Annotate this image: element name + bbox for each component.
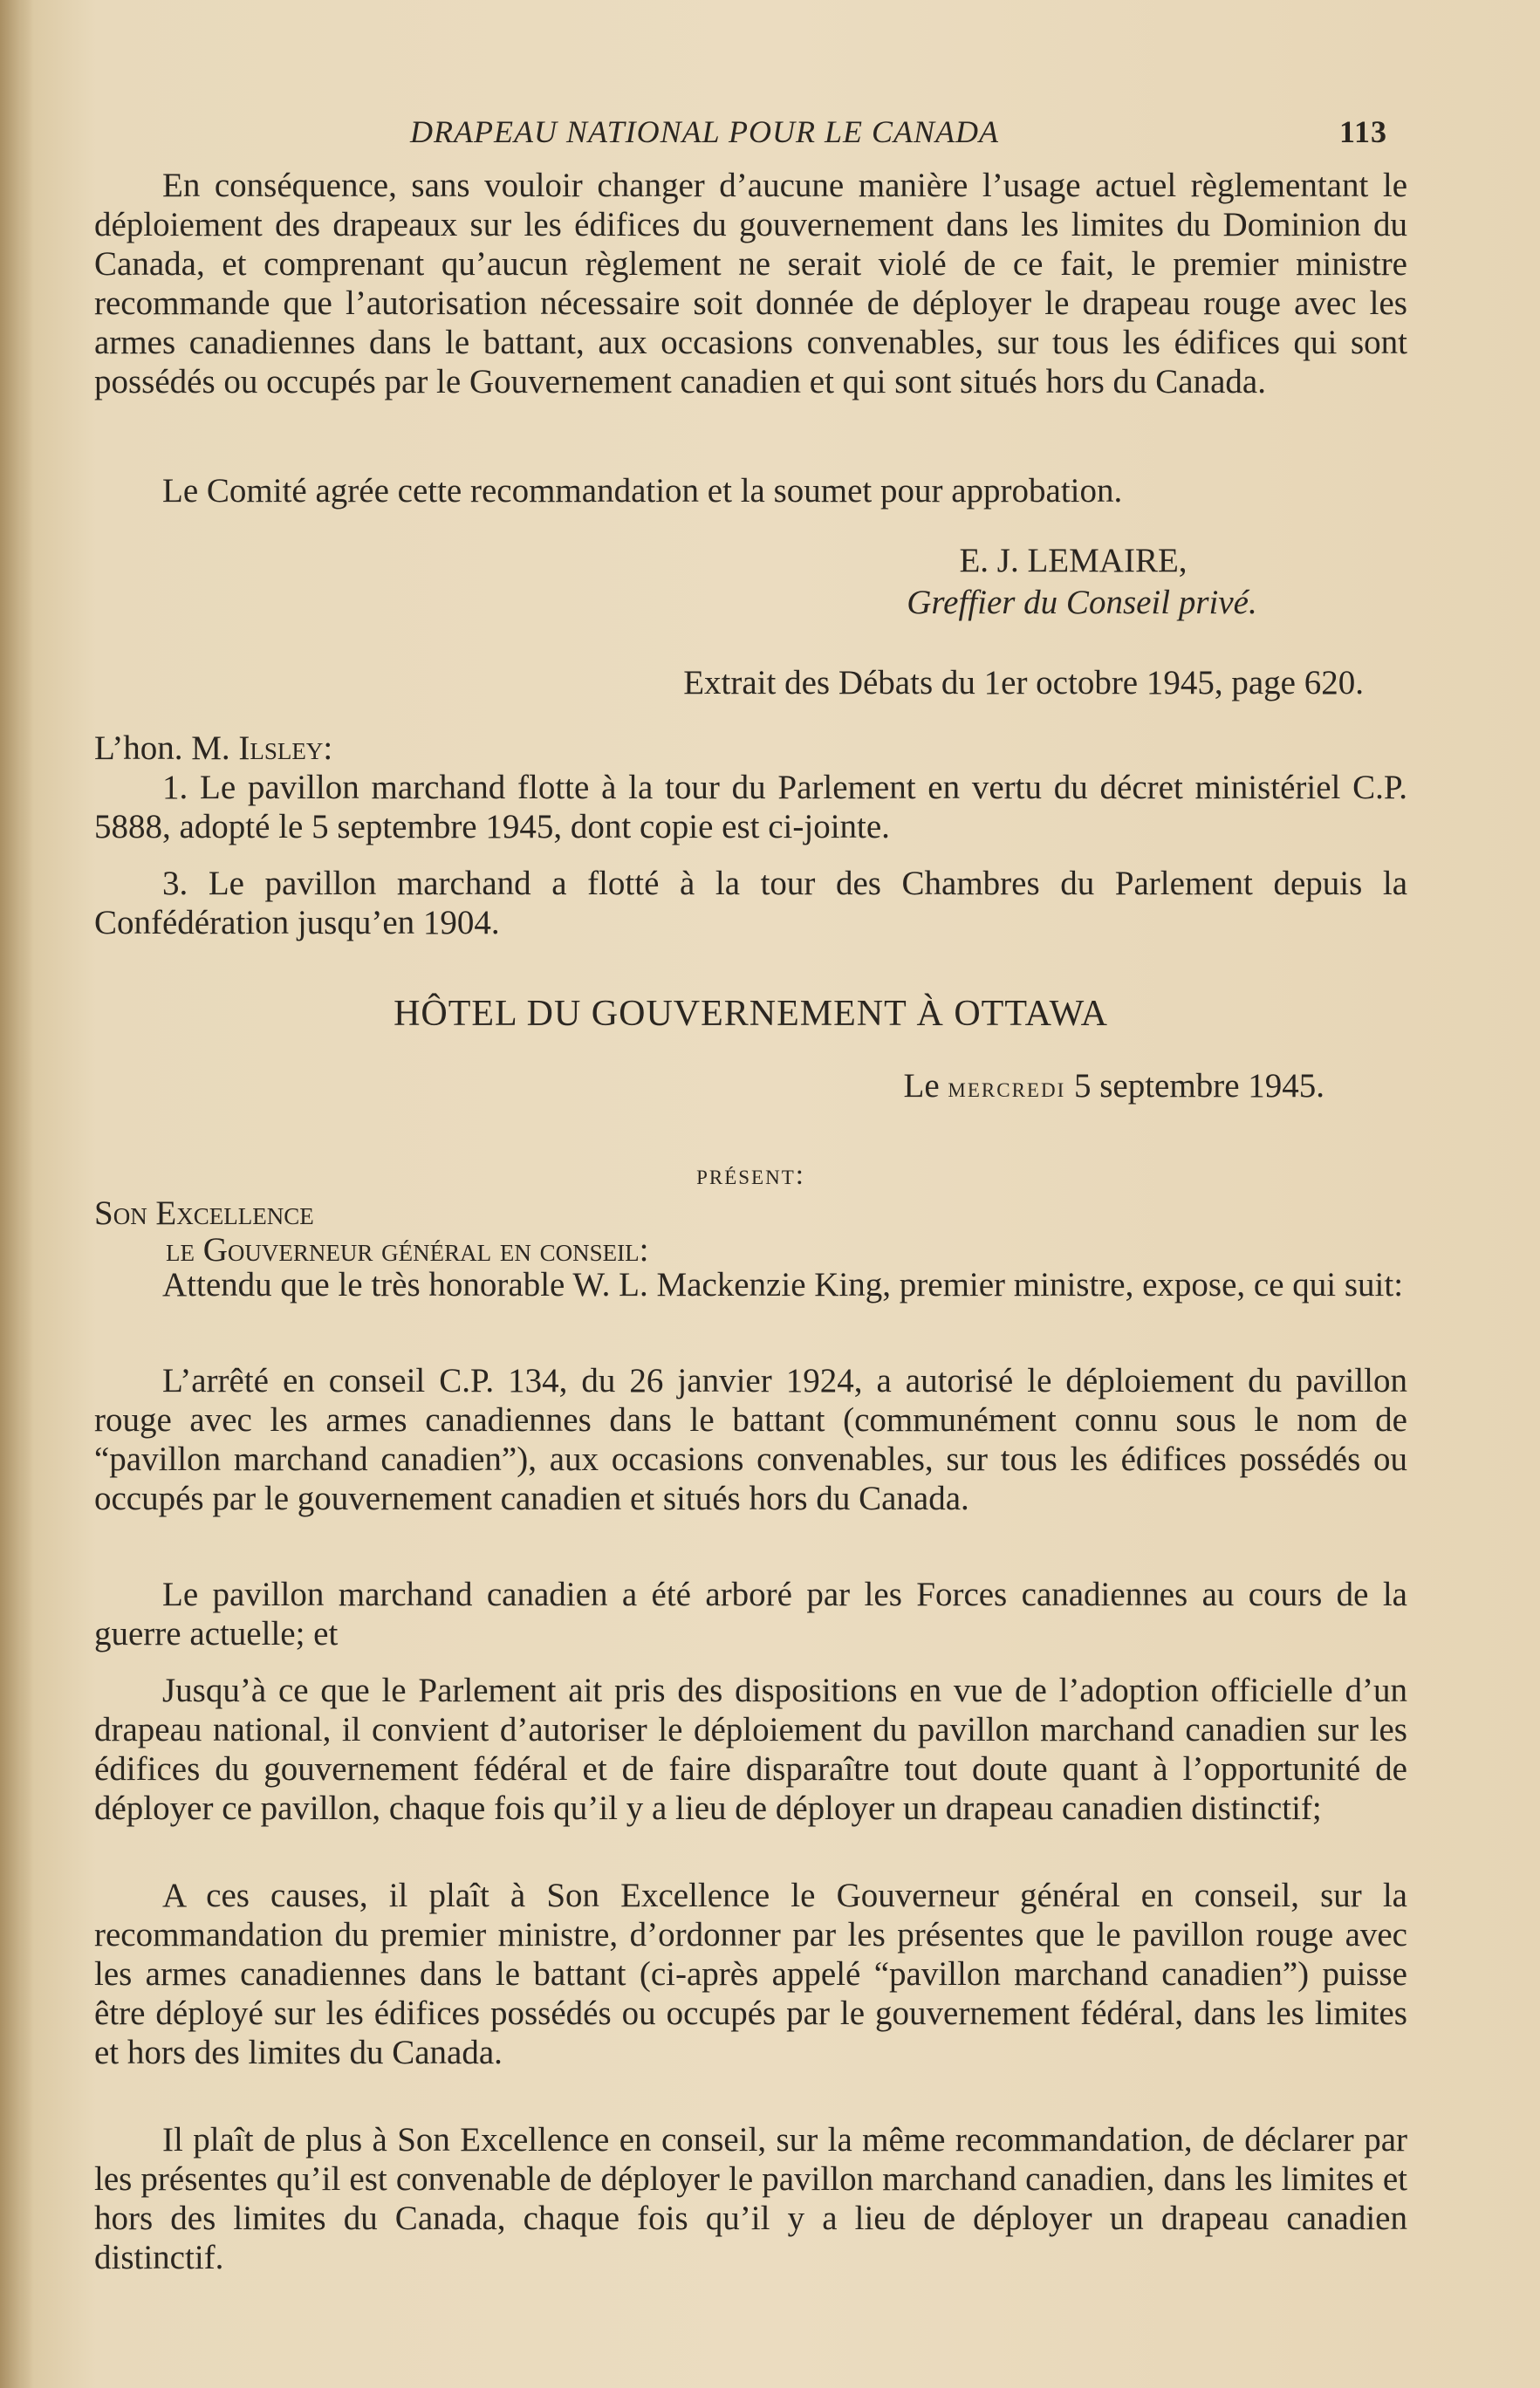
until-parliament-paragraph: Jusqu’à ce que le Parlement ait pris des dispositions en vue de l’adoption officielle d’un drapeau national, il convient d’autoriser le déploiement du pavillon marchand canadien sur les édifices du gouvernement fédéral et de faire disparaître tout doute quant à l’opportunité de déployer ce pavillon, chaque fois qu’il y a lieu de déployer un drapeau canadien distinctif; — [94, 1672, 1407, 1827]
excellence-line: Son Excellence — [94, 1194, 314, 1232]
paragraph-committee: Le Comité agrée cette recommandation et la soumet pour approbation. — [162, 472, 1123, 510]
war-usage-paragraph: Le pavillon marchand canadien a été arboré par les Forces canadiennes au cours de la guerre actuelle; et — [94, 1576, 1407, 1652]
page-number: 113 — [1338, 114, 1387, 149]
section-heading: HÔTEL DU GOUVERNEMENT À OTTAWA — [394, 994, 1108, 1034]
speaker-prefix: L’hon. M. — [94, 729, 230, 767]
date-prefix: Le — [903, 1067, 940, 1105]
whereas-paragraph: Attendu que le très honorable W. L. Mackenzie King, premier ministre, expose, ce qui suit: — [162, 1266, 1404, 1303]
speaker-line — [94, 729, 1407, 768]
page-spine-shadow — [0, 0, 33, 2388]
order-1924-paragraph: L’arrêté en conseil C.P. 134, du 26 janvier 1924, a autorisé le déploiement du pavillon rouge avec les armes canadiennes dans le battant (communément connu sous le nom de “pavillon marchand canadien”), aux occasions convenables, sur tous les édifices possédés ou occupés par le gouvernement canadien et situés hors du Canada. — [94, 1362, 1407, 1517]
running-title: DRAPEAU NATIONAL POUR LE CANADA — [410, 114, 999, 149]
debates-extract: Extrait des Débats du 1er octobre 1945, page 620. — [683, 664, 1364, 701]
answer-item-1: 1. Le pavillon marchand flotte à la tour du Parlement en vertu du décret ministériel C.P. 5888, adopté le 5 septembre 1945, dont copie est ci-jointe. — [94, 769, 1407, 845]
paragraph-recommendation: En conséquence, sans vouloir changer d’aucune manière l’usage actuel règlementant le déploiement des drapeaux sur les édifices du gouvernement dans les limites du Dominion du Canada, et comprenant qu’aucun règlement ne serait violé de ce fait, le premier ministre recommande que l’autorisation nécessaire soit donnée de déployer le drapeau rouge avec les armes canadiennes dans le battant, aux occasions convenables, sur tous les édifices qui sont possédés ou occupés par le Gouvernement canadien et qui sont situés hors du Canada. — [94, 167, 1407, 400]
date-rest: 5 septembre 1945. — [1073, 1067, 1324, 1105]
date-day: mercredi — [948, 1072, 1066, 1104]
answer-item-3: 3. Le pavillon marchand a flotté à la tour des Chambres du Parlement depuis la Confédération jusqu’en 1904. — [94, 865, 1407, 941]
signature-title: Greffier du Conseil privé. — [907, 584, 1257, 621]
running-header — [410, 113, 1387, 150]
present-label: présent: — [696, 1160, 805, 1191]
session-date — [94, 1066, 1407, 1108]
speaker-suffix: : — [323, 729, 333, 767]
speaker-name: Ilsley — [238, 729, 324, 767]
governor-line: le Gouverneur général en conseil: — [166, 1231, 649, 1269]
order-paragraph: A ces causes, il plaît à Son Excellence le Gouverneur général en conseil, sur la recommandation du premier ministre, d’ordonner par les présentes que le pavillon rouge avec les armes canadiennes dans le battant (ci-après appelé “pavillon marchand canadien”) puisse être déployé sur les édifices possédés ou occupés par le gouvernement fédéral, dans les limites et hors des limites du Canada. — [94, 1877, 1407, 2071]
signature-name: E. J. LEMAIRE, — [959, 542, 1188, 579]
further-order-paragraph: Il plaît de plus à Son Excellence en conseil, sur la même recommandation, de déclarer par les présentes qu’il est convenable de déployer le pavillon marchand canadien, dans les limites et hors des limites du Canada, chaque fois qu’il y a lieu de déployer un drapeau canadien distinctif. — [94, 2121, 1407, 2276]
